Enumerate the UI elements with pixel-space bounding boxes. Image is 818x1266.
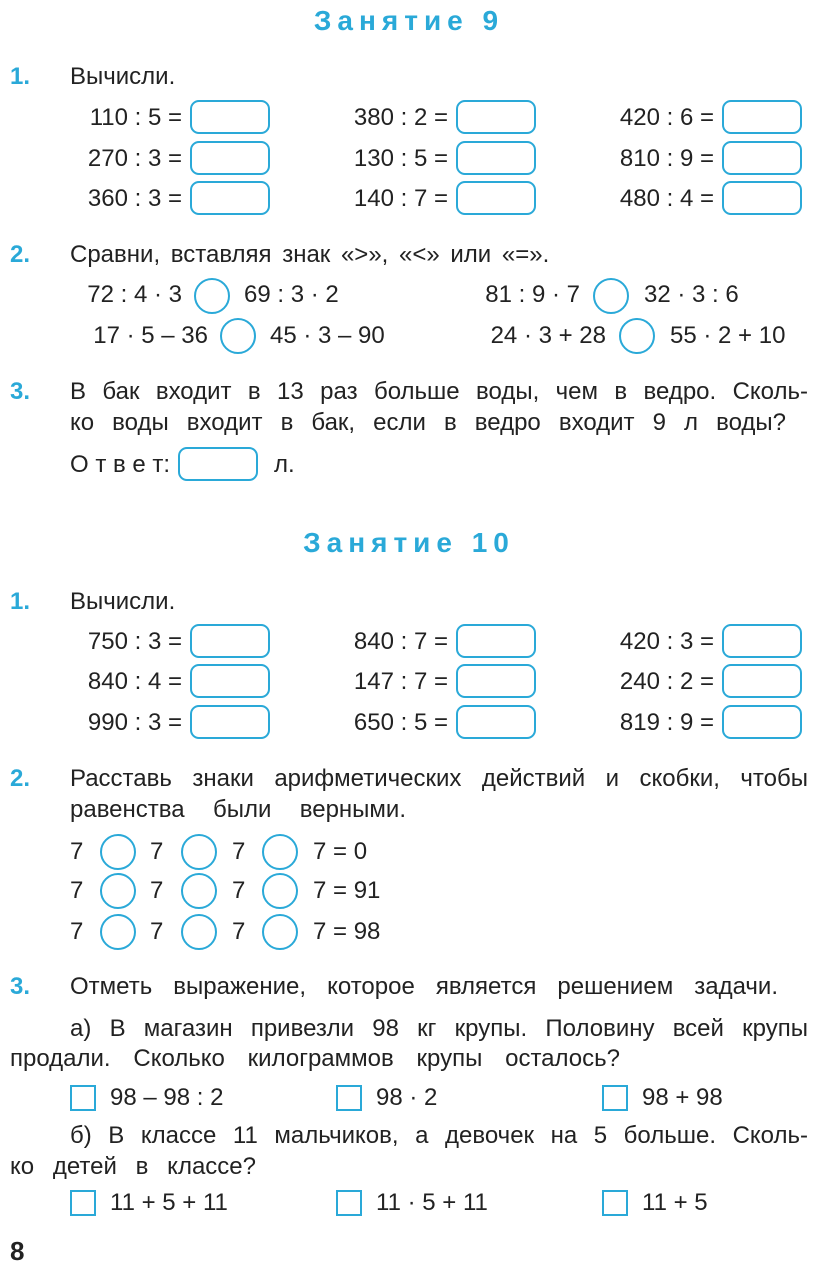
expression: 110 : 5 = — [89, 104, 182, 131]
operator-circle[interactable] — [262, 873, 298, 909]
lesson-9-title: Занятие 9 — [313, 5, 505, 36]
option-checkbox[interactable] — [70, 1085, 96, 1111]
option-label: 11 + 5 + 11 — [110, 1189, 228, 1216]
operand: 7 — [232, 838, 246, 865]
task-number: 1. — [10, 63, 31, 90]
unit-label: л. — [274, 451, 295, 478]
compare-circle[interactable] — [593, 278, 629, 314]
equation-result: 7 = 0 — [313, 838, 368, 865]
equation-result: 7 = 91 — [313, 877, 381, 904]
option-label: 98 – 98 : 2 — [110, 1084, 224, 1111]
operator-circle[interactable] — [181, 914, 217, 950]
answer-box[interactable] — [722, 624, 802, 658]
answer-label: О т в е т: — [70, 451, 171, 478]
expression: 270 : 3 = — [87, 145, 182, 172]
operator-circle[interactable] — [100, 873, 136, 909]
expression: 240 : 2 = — [619, 668, 714, 695]
task-number: 2. — [10, 765, 31, 792]
option-label: 11 + 5 — [642, 1189, 708, 1216]
task-text-line: Расставь знаки арифметических действий и скобки, чтобы — [70, 765, 808, 792]
expression: 420 : 6 = — [619, 104, 714, 131]
operator-circle[interactable] — [100, 834, 136, 870]
operator-circle[interactable] — [262, 914, 298, 950]
expression: 810 : 9 = — [619, 145, 714, 172]
option-label: 98 + 98 — [642, 1084, 723, 1111]
answer-box[interactable] — [722, 100, 802, 134]
operator-circle[interactable] — [262, 834, 298, 870]
compare-circle[interactable] — [220, 318, 256, 354]
problem-text-line: б) В классе 11 мальчиков, а девочек на 5 больше. Сколь- — [70, 1122, 808, 1149]
operand: 7 — [232, 918, 246, 945]
lesson-10-title: Занятие 10 — [303, 527, 515, 558]
answer-box[interactable] — [722, 664, 802, 698]
option-checkbox[interactable] — [336, 1190, 362, 1216]
answer-box[interactable] — [456, 100, 536, 134]
answer-box[interactable] — [178, 447, 258, 481]
problem-text-line: ко воды входит в бак, если в ведро входит 9 л воды? — [70, 409, 786, 436]
task-text: Отметь выражение, которое является решением задачи. — [70, 973, 778, 1000]
operator-circle[interactable] — [100, 914, 136, 950]
page-number: 8 — [10, 1236, 25, 1266]
option-checkbox[interactable] — [336, 1085, 362, 1111]
expression: 750 : 3 = — [87, 628, 182, 655]
expression: 380 : 2 = — [353, 104, 448, 131]
expression: 420 : 3 = — [619, 628, 714, 655]
answer-box[interactable] — [190, 624, 270, 658]
compare-circle[interactable] — [619, 318, 655, 354]
expression: 650 : 5 = — [353, 709, 448, 736]
equation-result: 7 = 98 — [313, 918, 381, 945]
expression: 480 : 4 = — [619, 185, 714, 212]
answer-box[interactable] — [190, 141, 270, 175]
answer-box[interactable] — [722, 141, 802, 175]
option-label: 11 · 5 + 11 — [376, 1189, 488, 1216]
task-number: 1. — [10, 588, 31, 615]
task-text: Вычисли. — [70, 588, 176, 615]
task-number: 2. — [10, 241, 31, 268]
comparison-right: 69 : 3 · 2 — [244, 281, 339, 308]
task-text: Сравни, вставляя знак «>», «<» или «=». — [70, 241, 550, 268]
expression: 819 : 9 = — [619, 709, 714, 736]
expression: 140 : 7 = — [353, 185, 448, 212]
comparison-right: 55 · 2 + 10 — [670, 322, 786, 349]
expression: 130 : 5 = — [353, 145, 448, 172]
operand: 7 — [150, 838, 164, 865]
answer-box[interactable] — [456, 181, 536, 215]
option-label: 98 · 2 — [376, 1084, 438, 1111]
answer-box[interactable] — [190, 705, 270, 739]
problem-text-line: В бак входит в 13 раз больше воды, чем в ведро. Сколь- — [70, 378, 808, 405]
problem-text-line: а) В магазин привезли 98 кг крупы. Половину всей крупы — [70, 1015, 808, 1042]
operand: 7 — [70, 838, 84, 865]
compare-circle[interactable] — [194, 278, 230, 314]
task-number: 3. — [10, 973, 31, 1000]
answer-box[interactable] — [190, 181, 270, 215]
operand: 7 — [150, 918, 164, 945]
answer-box[interactable] — [456, 624, 536, 658]
task-text: Вычисли. — [70, 63, 176, 90]
expression: 147 : 7 = — [353, 668, 448, 695]
operand: 7 — [232, 877, 246, 904]
option-checkbox[interactable] — [602, 1190, 628, 1216]
operator-circle[interactable] — [181, 873, 217, 909]
operand: 7 — [70, 918, 84, 945]
task-text-line: равенства были верными. — [70, 796, 406, 823]
expression: 840 : 4 = — [87, 668, 182, 695]
operand: 7 — [70, 877, 84, 904]
answer-box[interactable] — [722, 181, 802, 215]
comparison-left: 24 · 3 + 28 — [490, 322, 606, 349]
option-checkbox[interactable] — [70, 1190, 96, 1216]
operand: 7 — [150, 877, 164, 904]
expression: 840 : 7 = — [353, 628, 448, 655]
comparison-right: 45 · 3 – 90 — [270, 322, 385, 349]
comparison-right: 32 · 3 : 6 — [644, 281, 739, 308]
answer-box[interactable] — [190, 664, 270, 698]
answer-box[interactable] — [456, 664, 536, 698]
answer-box[interactable] — [456, 141, 536, 175]
comparison-left: 72 : 4 · 3 — [87, 281, 182, 308]
problem-text-line: ко детей в классе? — [10, 1153, 256, 1180]
comparison-left: 17 · 5 – 36 — [93, 322, 208, 349]
task-number: 3. — [10, 378, 31, 405]
problem-text-line: продали. Сколько килограммов крупы осталось? — [10, 1045, 620, 1072]
expression: 360 : 3 = — [87, 185, 182, 212]
option-checkbox[interactable] — [602, 1085, 628, 1111]
answer-box[interactable] — [190, 100, 270, 134]
operator-circle[interactable] — [181, 834, 217, 870]
comparison-left: 81 : 9 · 7 — [485, 281, 580, 308]
answer-box[interactable] — [456, 705, 536, 739]
answer-box[interactable] — [722, 705, 802, 739]
expression: 990 : 3 = — [87, 709, 182, 736]
